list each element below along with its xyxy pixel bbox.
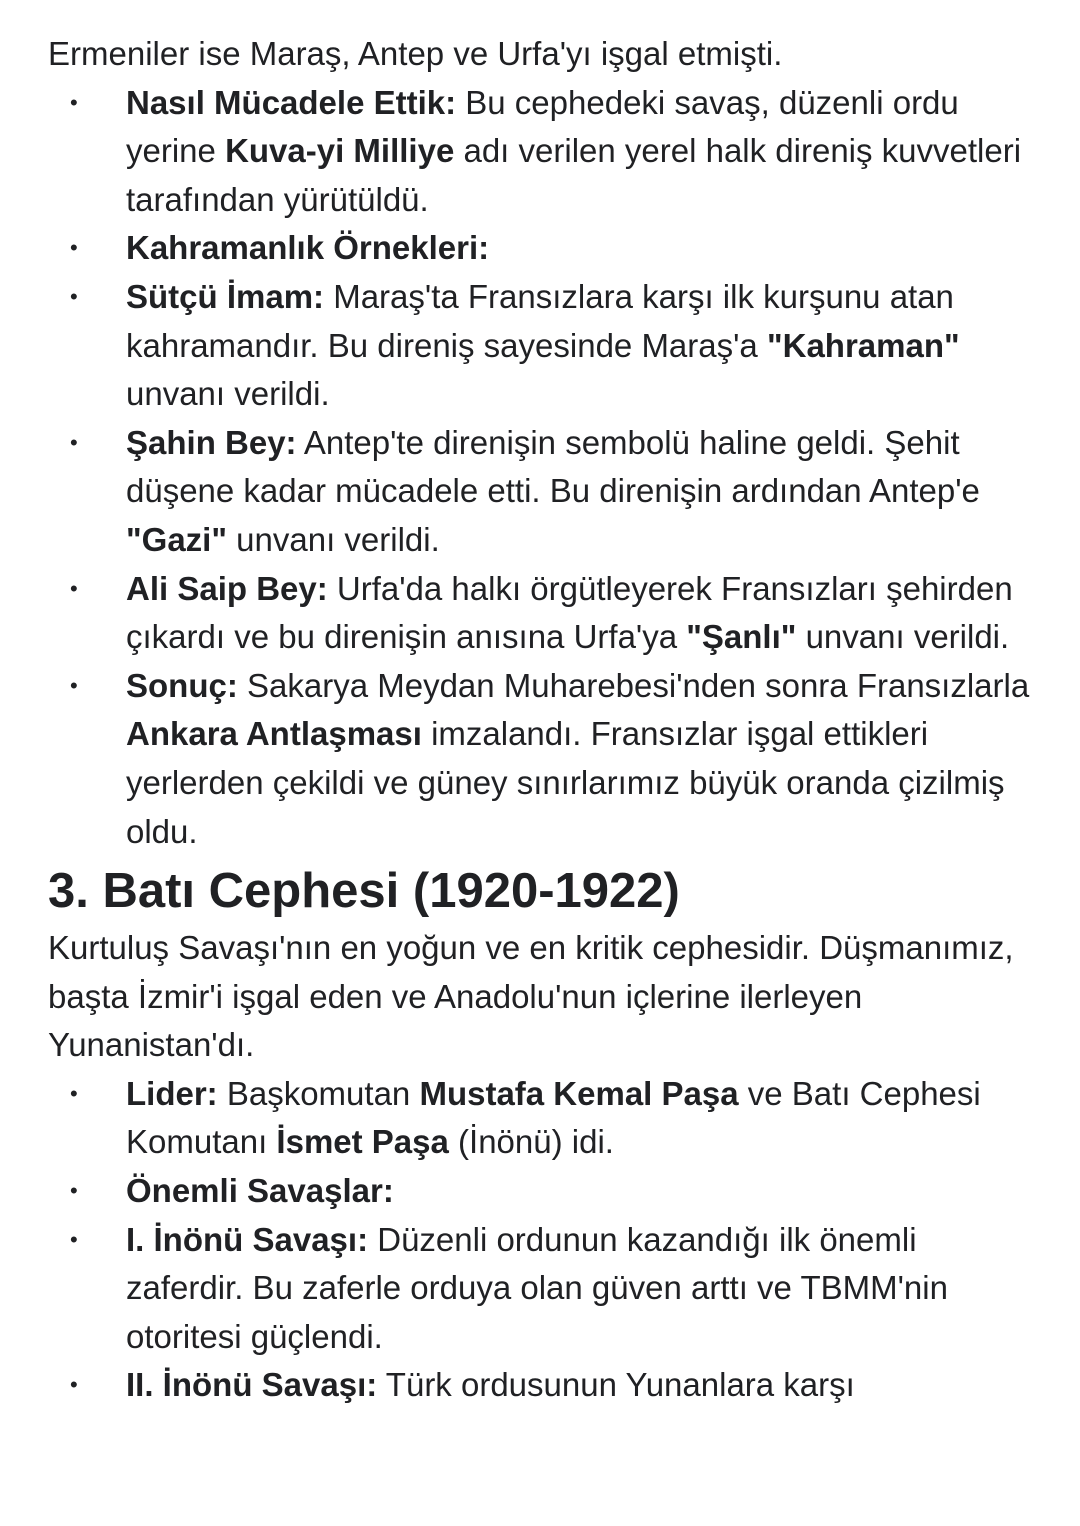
item-emphasis: Mustafa Kemal Paşa [419, 1074, 739, 1112]
west-front-list [48, 1070, 1030, 1410]
list-item-ikinci-inonu [48, 1361, 1030, 1410]
item-text: Maraş'ta Fransızlara karşı ilk kurşunu atan kahramandır. Bu direniş sayesinde Maraş'a [126, 277, 954, 364]
item-label: Nasıl Mücadele Ettik: [126, 83, 457, 121]
item-emphasis: Ankara Antlaşması [126, 715, 422, 753]
item-text: (İnönü) idi. [448, 1123, 614, 1161]
item-text: Sakarya Meydan Muharebesi'nden sonra Fransızlarla [237, 666, 1030, 704]
item-text: Urfa'da halkı örgütleyerek Fransızları şehirden çıkardı ve bu direnişin anısına Urfa'ya [126, 569, 1013, 656]
item-emphasis: Kuva-yi Milliye [225, 132, 455, 170]
list-item-sahin-bey [48, 419, 1030, 565]
item-label: Kahramanlık Örnekleri: [126, 229, 490, 267]
item-label: II. İnönü Savaşı: [126, 1366, 378, 1404]
item-label: I. İnönü Savaşı: [126, 1220, 369, 1258]
bullet: • [70, 1080, 78, 1106]
item-emphasis: "Şanlı" [686, 618, 797, 656]
item-label: Sonuç: [126, 666, 238, 704]
item-text: Bu cephedeki savaş, düzenli ordu yerine [126, 83, 959, 170]
item-emphasis: "Gazi" [126, 520, 227, 558]
list-item-kahramanlik-ornekleri [48, 224, 1030, 273]
item-text: unvanı verildi. [226, 520, 440, 558]
bullet: • [70, 1178, 78, 1204]
bullet: • [70, 672, 78, 698]
item-text: ve Batı Cephesi Komutanı [126, 1074, 981, 1161]
list-item-nasil-mucadele [48, 79, 1030, 225]
item-text: Antep'te direnişin sembolü haline geldi. Şehit düşene kadar mücadele etti. Bu direnişin ardından Antep'e [126, 423, 980, 510]
item-text: adı verilen yerel halk direniş kuvvetleri tarafından yürütüldü. [126, 132, 1022, 218]
item-label: Sütçü İmam: [126, 277, 325, 315]
west-front-intro: Kurtuluş Savaşı'nın en yoğun ve en kritik cephesidir. Düşmanımız, başta İzmir'i işgal eden ve Anadolu'nun içlerine ilerleyen Yunanistan'dı. [48, 929, 1014, 1064]
bullet: • [70, 89, 78, 115]
item-text: unvanı verildi. [126, 375, 330, 413]
item-label: Lider: [126, 1074, 218, 1112]
bullet: • [70, 575, 78, 601]
bullet: • [70, 1226, 78, 1252]
item-text: imzalandı. Fransızlar işgal ettikleri yerlerden çekildi ve güney sınırlarımız büyük oranda çizilmiş oldu. [126, 715, 1005, 850]
item-text: Düzenli ordunun kazandığı ilk önemli zaferdir. Bu zaferle orduya olan güven arttı ve TBMM'nin otoritesi güçlendi. [126, 1220, 948, 1355]
item-emphasis: İsmet Paşa [276, 1123, 449, 1161]
west-front-heading: 3. Batı Cephesi (1920-1922) [48, 864, 680, 919]
item-label: Şahin Bey: [126, 423, 297, 461]
bullet: • [70, 429, 78, 455]
item-text: Türk ordusunun Yunanlara karşı [377, 1366, 855, 1404]
item-text: Başkomutan [217, 1074, 420, 1112]
item-emphasis: "Kahraman" [766, 326, 960, 364]
south-front-intro: Ermeniler ise Maraş, Antep ve Urfa'yı işgal etmişti. [48, 35, 783, 72]
list-item-sutcu-imam [48, 273, 1030, 419]
list-item-lider [48, 1070, 1030, 1167]
list-item-birinci-inonu [48, 1216, 1030, 1362]
bullet: • [70, 283, 78, 309]
item-label: Önemli Savaşlar: [126, 1172, 394, 1210]
list-item-ali-saip-bey [48, 565, 1030, 662]
list-item-sonuc [48, 662, 1030, 856]
item-label: Ali Saip Bey: [126, 569, 328, 607]
list-item-onemli-savaslar [48, 1167, 1030, 1216]
bullet: • [70, 1372, 78, 1398]
bullet: • [70, 235, 78, 261]
item-text: unvanı verildi. [796, 618, 1010, 656]
south-front-list [48, 79, 1030, 857]
